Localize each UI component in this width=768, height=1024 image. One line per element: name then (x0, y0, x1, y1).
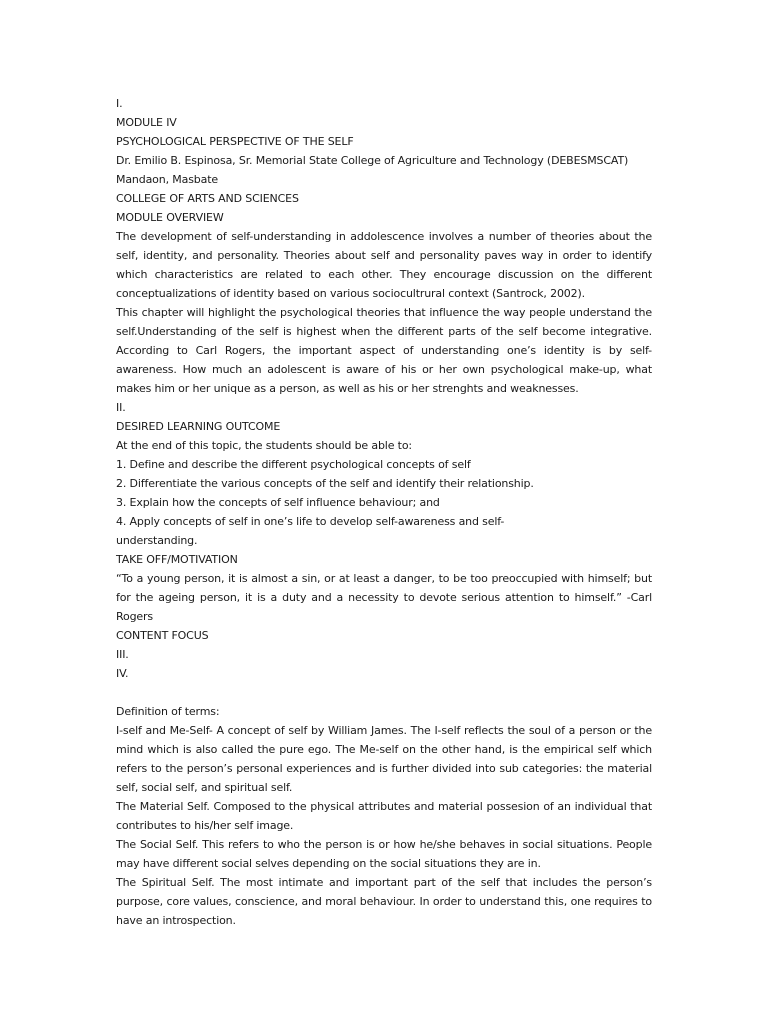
spacer (116, 683, 652, 702)
outcome-item-continuation: understanding. (116, 534, 198, 547)
definition-social-self: The Social Self. This refers to who the person is or how he/she behaves in social situations. People may have different social selves depending on the social situations they are in. (116, 838, 652, 870)
content-heading: CONTENT FOCUS (116, 629, 209, 642)
module-title: PSYCHOLOGICAL PERSPECTIVE OF THE SELF (116, 135, 354, 148)
document-page (116, 94, 652, 930)
motivation-quote: “To a young person, it is almost a sin, or at least a danger, to be too preoccupied with himself; but for the ageing person, it is a duty and a necessity to devote serious attention to himself.” -Carl Rogers (116, 572, 652, 623)
institution-location: Mandaon, Masbate (116, 173, 218, 186)
section-marker-ii: II. (116, 401, 126, 414)
overview-heading: MODULE OVERVIEW (116, 211, 224, 224)
definition-material-self: The Material Self. Composed to the physical attributes and material possesion of an individual that contributes to his/her self image. (116, 800, 652, 832)
definition-i-self-me-self: I-self and Me-Self- A concept of self by William James. The I-self reflects the soul of a person or the mind which is also called the pure ego. The Me-self on the other hand, is the empirical self which refers to the person’s personal experiences and is further divided into sub categories: the material self, social self, and spiritual self. (116, 724, 652, 794)
outcome-heading: DESIRED LEARNING OUTCOME (116, 420, 281, 433)
section-marker-iv: IV. (116, 667, 129, 680)
outcome-item: 3. Explain how the concepts of self influence behaviour; and (116, 496, 440, 509)
outcome-item: 2. Differentiate the various concepts of the self and identify their relationship. (116, 477, 534, 490)
outcome-item: 4. Apply concepts of self in one’s life to develop self-awareness and self- (116, 515, 505, 528)
institution-name: Dr. Emilio B. Espinosa, Sr. Memorial State College of Agriculture and Technology (DEBESMSCAT) (116, 154, 629, 167)
section-marker-iii: III. (116, 648, 129, 661)
college-name: COLLEGE OF ARTS AND SCIENCES (116, 192, 299, 205)
overview-paragraph-2: This chapter will highlight the psychological theories that influence the way people understand the self.Understanding of the self is highest when the different parts of the self become integrative. According to Carl Rogers, the important aspect of understanding one’s identity is by self-awareness. How much an adolescent is aware of his or her own psychological make-up, what makes him or her unique as a person, as well as his or her strenghts and weaknesses. (116, 306, 652, 395)
overview-paragraph-1: The development of self-understanding in addolescence involves a number of theories about the self, identity, and personality. Theories about self and personality paves way in order to identify which characteristics are related to each other. They encourage discussion on the different conceptualizations of identity based on various sociocultrural context (Santrock, 2002). (116, 230, 652, 300)
section-marker-i: I. (116, 97, 123, 110)
motivation-heading: TAKE OFF/MOTIVATION (116, 553, 238, 566)
module-label: MODULE IV (116, 116, 177, 129)
definitions-heading: Definition of terms: (116, 705, 220, 718)
definition-spiritual-self: The Spiritual Self. The most intimate and important part of the self that includes the person’s purpose, core values, conscience, and moral behaviour. In order to understand this, one requires to have an introspection. (116, 876, 652, 927)
outcome-intro: At the end of this topic, the students should be able to: (116, 439, 412, 452)
outcome-item: 1. Define and describe the different psychological concepts of self (116, 458, 471, 471)
